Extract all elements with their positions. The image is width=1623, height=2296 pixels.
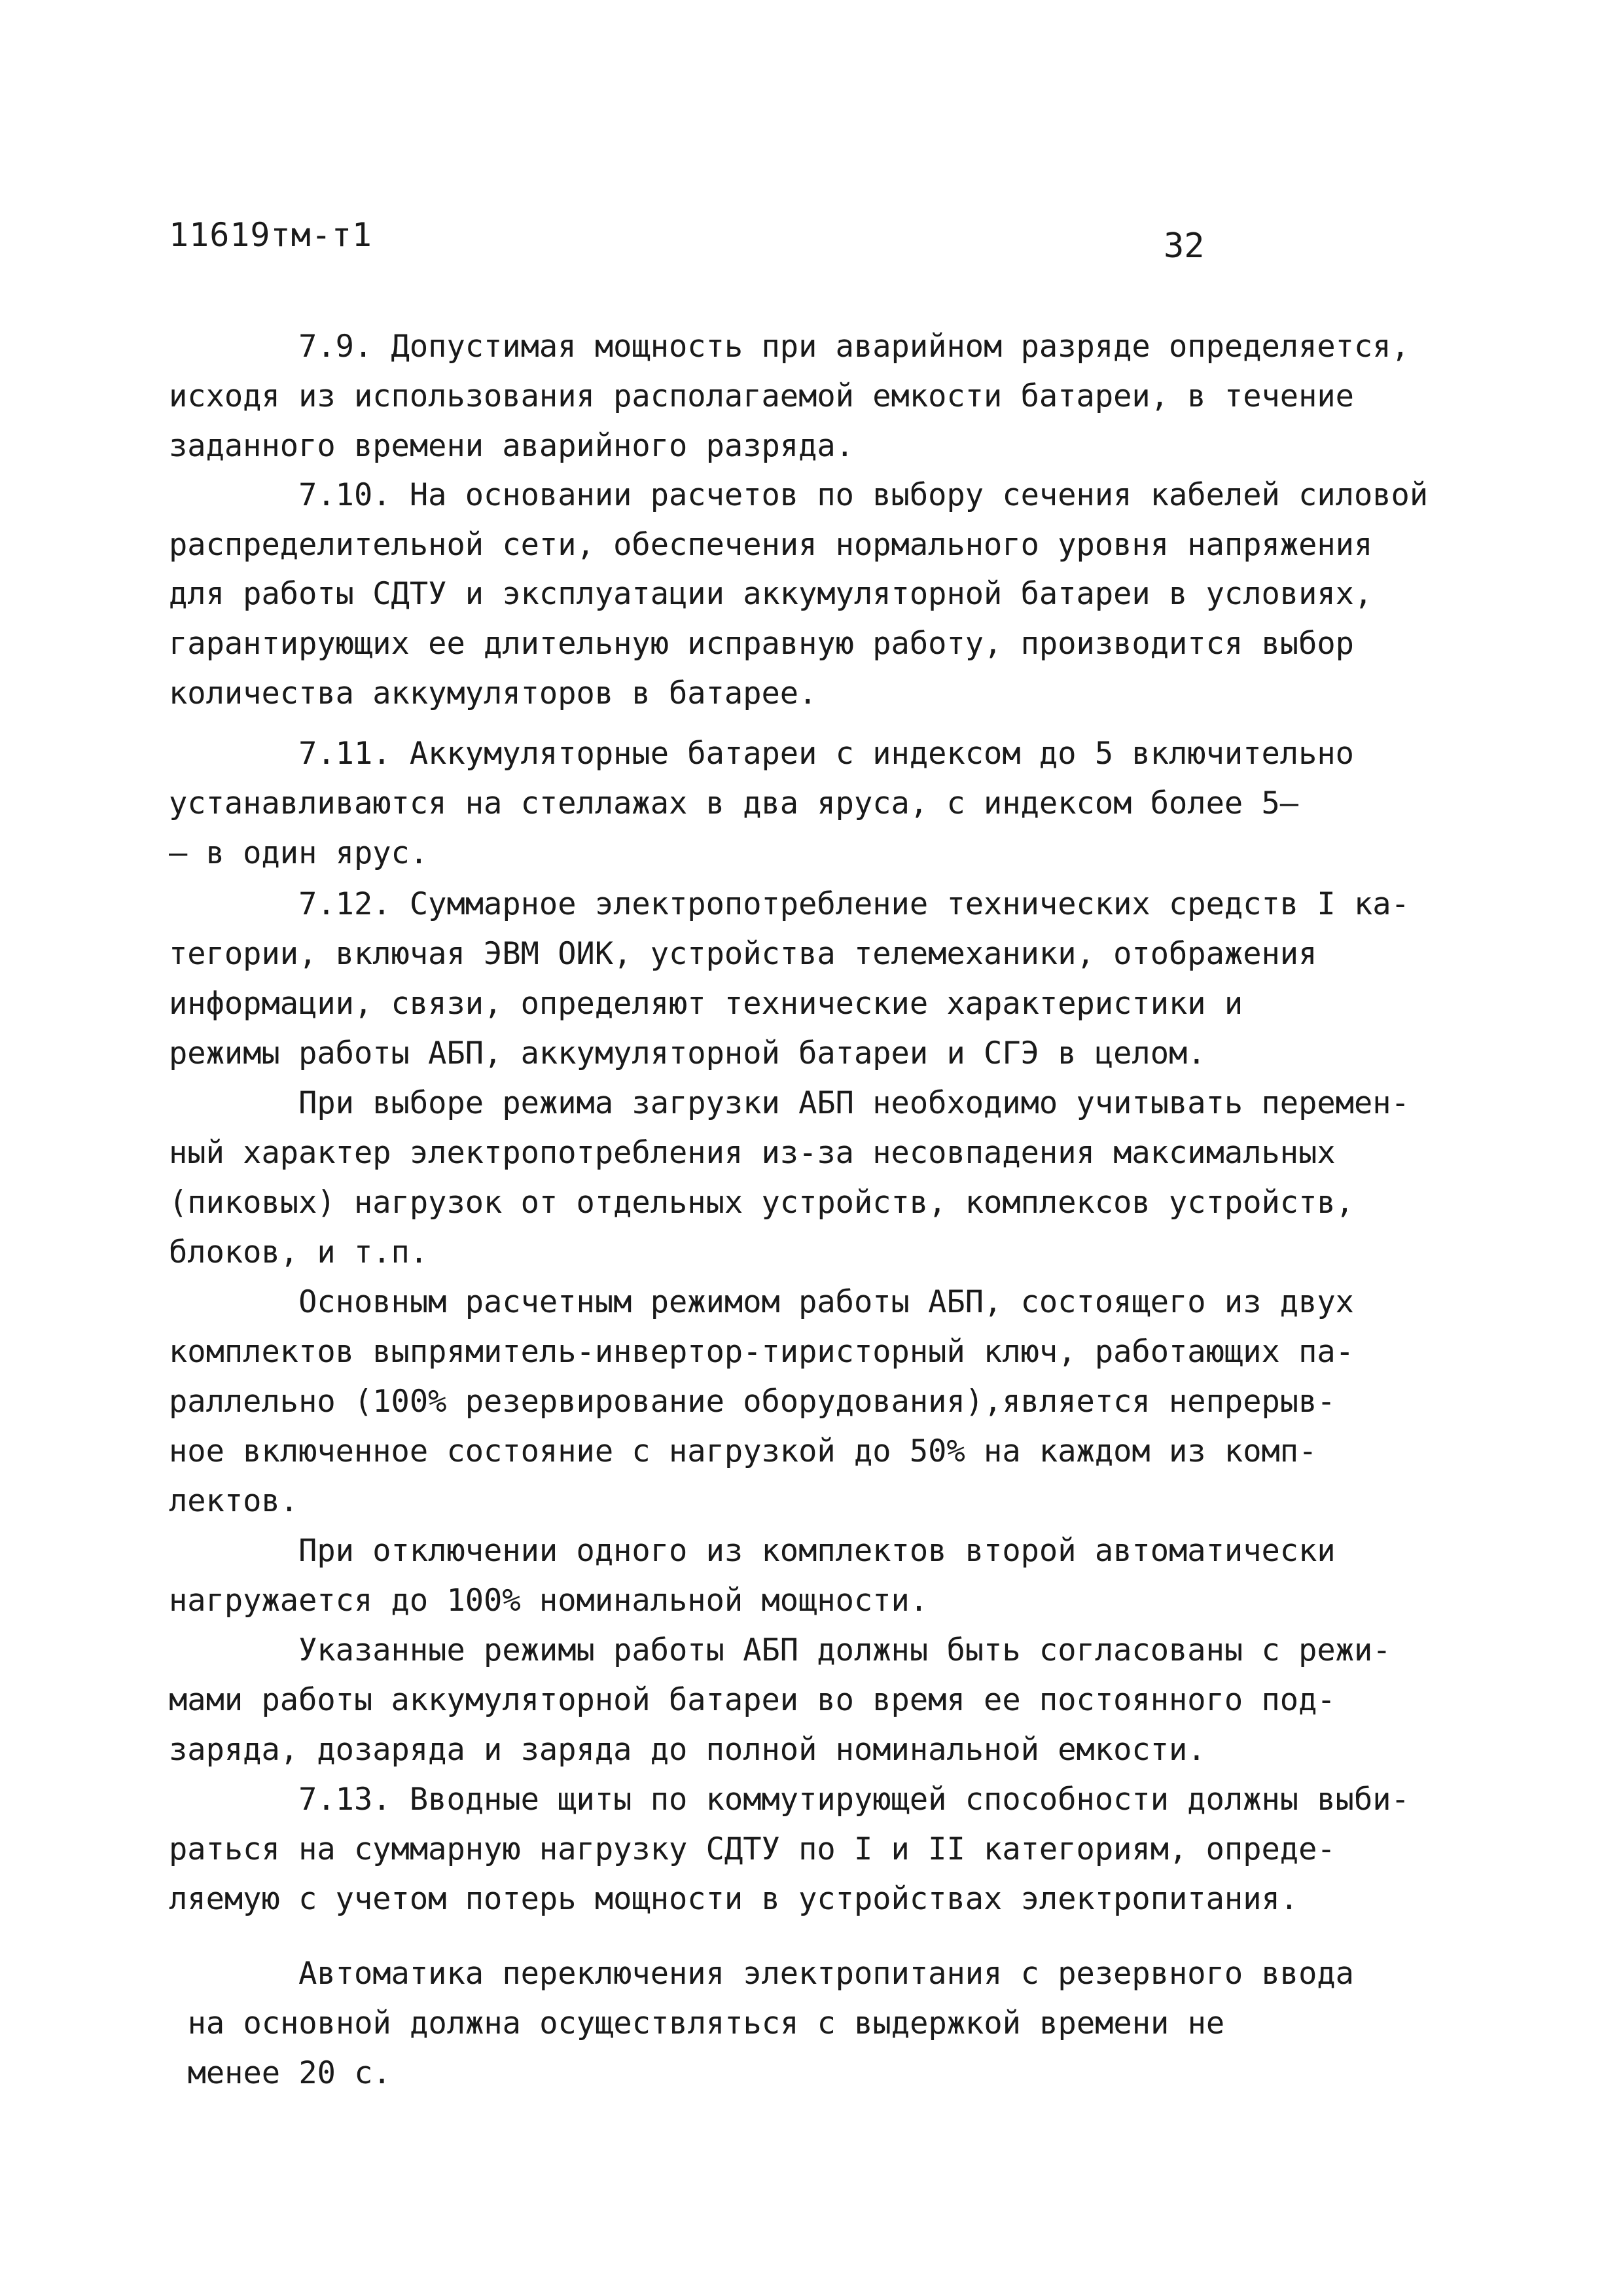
text-line: Указанные режимы работы АБП должны быть согласованы с режи- <box>169 1632 1391 1668</box>
text-line: на основной должна осуществляться с выдержкой времени не <box>151 2005 1225 2041</box>
text-line: заряда, дозаряда и заряда до полной номинальной емкости. <box>169 1732 1206 1768</box>
page-number: 32 <box>1164 226 1205 266</box>
text-line: ный характер электропотребления из-за несовпадения максимальных <box>169 1135 1336 1171</box>
text-line: устанавливаются на стеллажах в два яруса, с индексом более 5– <box>169 785 1299 821</box>
text-line: При отключении одного из комплектов второй автоматически <box>169 1533 1336 1569</box>
text-line: – в один ярус. <box>169 835 429 871</box>
text-line: раллельно (100% резервирование оборудования),является непрерыв- <box>169 1384 1336 1420</box>
text-line: распределительной сети, обеспечения нормального уровня напряжения <box>169 527 1373 563</box>
text-line: 7.12. Суммарное электропотребление технических средств I ка- <box>169 886 1410 922</box>
document-code: 11619тм-т1 <box>169 216 373 254</box>
text-line: исходя из использования располагаемой емкости батареи, в течение <box>169 378 1354 414</box>
text-line: 7.10. На основании расчетов по выбору сечения кабелей силовой <box>169 477 1429 513</box>
text-line: гарантирующих ее длительную исправную работу, производится выбор <box>169 626 1354 662</box>
text-line: Основным расчетным режимом работы АБП, состоящего из двух <box>169 1284 1354 1320</box>
text-line: ное включенное состояние с нагрузкой до 50% на каждом из комп- <box>169 1433 1317 1469</box>
text-line: (пиковых) нагрузок от отдельных устройств, комплексов устройств, <box>169 1185 1354 1221</box>
text-line: ляемую с учетом потерь мощности в устройствах электропитания. <box>169 1881 1299 1917</box>
text-line: мами работы аккумуляторной батареи во время ее постоянного под- <box>169 1682 1336 1718</box>
text-line: нагружается до 100% номинальной мощности. <box>169 1583 929 1619</box>
text-line: для работы СДТУ и эксплуатации аккумуляторной батареи в условиях, <box>169 576 1373 612</box>
text-line: лектов. <box>169 1483 299 1519</box>
text-line: тегории, включая ЭВМ ОИК, устройства телемеханики, отображения <box>169 936 1317 972</box>
text-line: режимы работы АБП, аккумуляторной батареи и СГЭ в целом. <box>169 1035 1206 1071</box>
text-line: 7.9. Допустимая мощность при аварийном разряде определяется, <box>169 329 1410 365</box>
text-line: При выборе режима загрузки АБП необходимо учитывать перемен- <box>169 1085 1410 1121</box>
text-line: Автоматика переключения электропитания с резервного ввода <box>169 1956 1354 1992</box>
text-line: менее 20 с. <box>151 2055 391 2091</box>
text-line: раться на суммарную нагрузку СДТУ по I и II категориям, опреде- <box>169 1831 1336 1867</box>
text-line: количества аккумуляторов в батарее. <box>169 675 817 711</box>
text-line: комплектов выпрямитель-инвертор-тиристорный ключ, работающих па- <box>169 1334 1354 1370</box>
text-line: 7.13. Вводные щиты по коммутирующей способности должны выби- <box>169 1782 1410 1818</box>
text-line: блоков, и т.п. <box>169 1234 429 1270</box>
text-line: заданного времени аварийного разряда. <box>169 428 854 464</box>
text-line: 7.11. Аккумуляторные батареи с индексом до 5 включительно <box>169 736 1354 772</box>
text-line: информации, связи, определяют технические характеристики и <box>169 986 1243 1022</box>
